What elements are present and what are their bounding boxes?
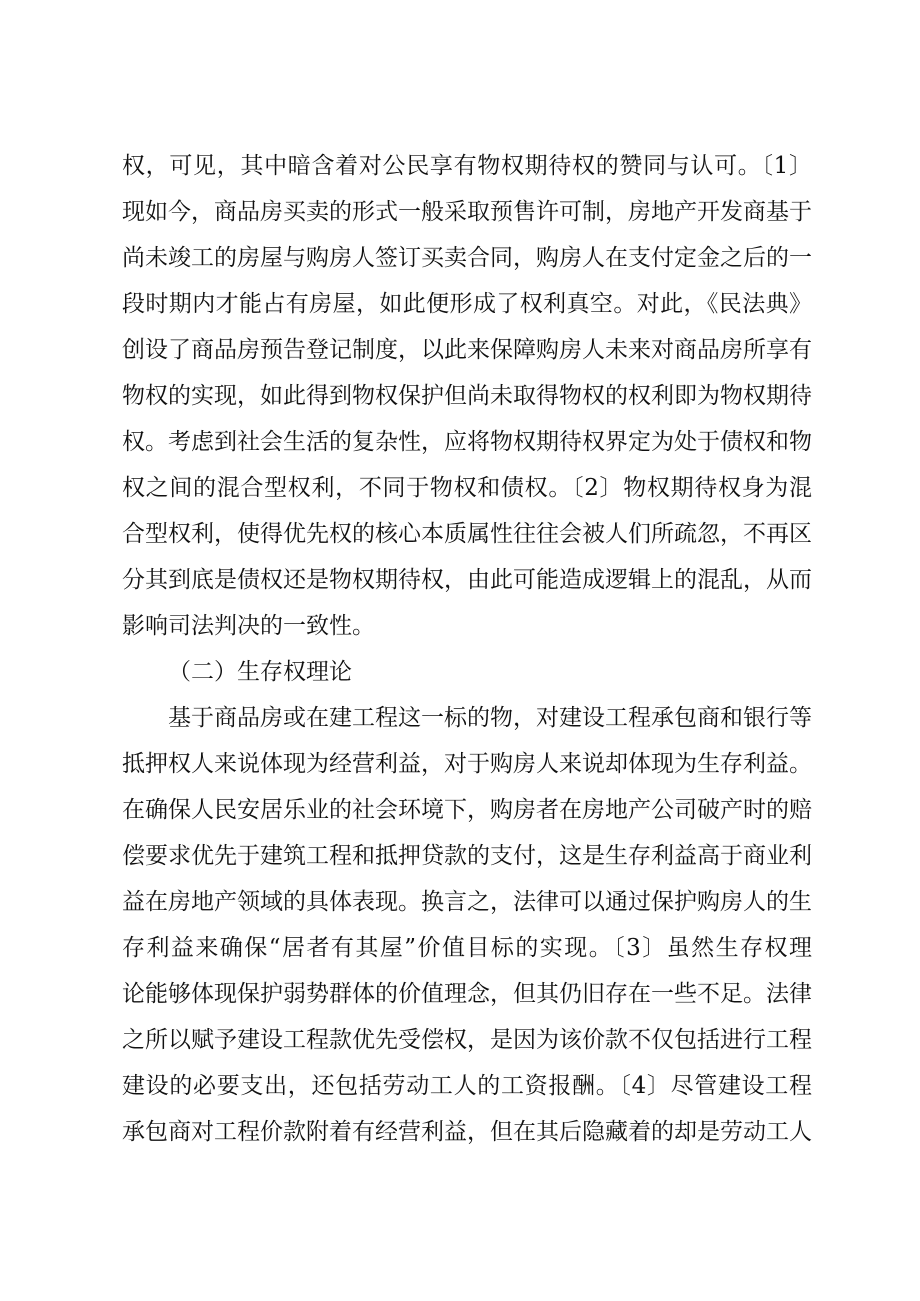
section-heading: （二）生存权理论 — [168, 659, 352, 685]
text-line: 物权的实现，如此得到物权保护但尚未取得物权的权利即为物权期待 — [122, 383, 812, 409]
text-line: 之所以赋予建设工程款优先受偿权，是因为该价款不仅包括进行工程 — [122, 1027, 812, 1053]
text-line: 段时期内才能占有房屋，如此便形成了权利真空。对此，《民法典》 — [122, 291, 812, 317]
text-line: 影响司法判决的一致性。 — [122, 613, 375, 639]
text-line: 现如今，商品房买卖的形式一般采取预售许可制，房地产开发商基于 — [122, 199, 812, 225]
text-line: 合型权利，使得优先权的核心本质属性往往会被人们所疏忽，不再区 — [122, 521, 812, 547]
text-line: 权之间的混合型权利，不同于物权和债权。〔2〕物权期待权身为混 — [122, 475, 812, 501]
text-line: 承包商对工程价款附着有经营利益，但在其后隐藏着的却是劳动工人 — [122, 1119, 812, 1145]
text-line: 论能够体现保护弱势群体的价值理念，但其仍旧存在一些不足。法律 — [122, 981, 812, 1007]
text-line: 权。考虑到社会生活的复杂性，应将物权期待权界定为处于债权和物 — [122, 429, 812, 455]
text-line: 益在房地产领域的具体表现。换言之，法律可以通过保护购房人的生 — [122, 889, 812, 915]
text-line: 权，可见，其中暗含着对公民享有物权期待权的赞同与认可。〔1〕 — [122, 153, 812, 179]
text-line: 抵押权人来说体现为经营利益，对于购房人来说却体现为生存利益。 — [122, 751, 812, 777]
text-line: 偿要求优先于建筑工程和抵押贷款的支付，这是生存利益高于商业利 — [122, 843, 812, 869]
text-line: 建设的必要支出，还包括劳动工人的工资报酬。〔4〕尽管建设工程 — [122, 1073, 812, 1099]
text-line: 分其到底是债权还是物权期待权，由此可能造成逻辑上的混乱，从而 — [122, 567, 812, 593]
paragraph-first-line: 基于商品房或在建工程这一标的物，对建设工程承包商和银行等 — [168, 705, 812, 731]
text-line: 在确保人民安居乐业的社会环境下，购房者在房地产公司破产时的赔 — [122, 797, 812, 823]
text-line: 尚未竣工的房屋与购房人签订买卖合同，购房人在支付定金之后的一 — [122, 245, 812, 271]
text-line: 创设了商品房预告登记制度，以此来保障购房人未来对商品房所享有 — [122, 337, 812, 363]
text-line: 存利益来确保“居者有其屋”价值目标的实现。〔3〕虽然生存权理 — [122, 935, 812, 961]
